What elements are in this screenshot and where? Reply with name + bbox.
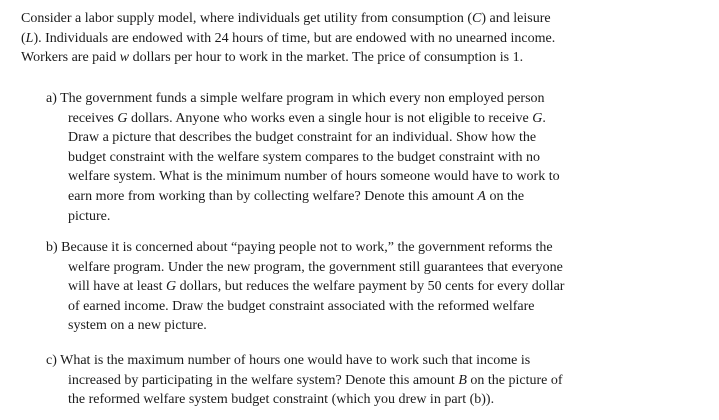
variable-g: G xyxy=(165,279,177,295)
part-a-text: on the xyxy=(485,188,525,204)
intro-text: Workers are paid xyxy=(21,50,120,66)
variable-a: A xyxy=(477,188,486,204)
part-a-text: receives xyxy=(68,110,118,126)
intro-line xyxy=(21,29,711,49)
part-a-line: Draw a picture that describes the budget constraint for an individual. Show how the xyxy=(68,130,537,146)
part-b-line: welfare program. Under the new program, the government still guarantees that everyone xyxy=(68,259,563,275)
part-a-line xyxy=(21,109,560,129)
part-a-text: dollars. Anyone who works even a single hour is not eligible to receive xyxy=(127,110,533,126)
variable-l: L xyxy=(25,30,34,46)
part-a-text: earn more from working than by collecting welfare? Denote this amount xyxy=(68,188,478,204)
part-a-line: a) The government funds a simple welfare program in which every non employed person xyxy=(46,91,545,106)
intro-text: dollars per hour to work in the market. The price of consumption is 1. xyxy=(129,50,524,66)
question-part-a xyxy=(21,89,560,226)
part-a-line: budget constraint with the welfare system compares to the budget constraint with no xyxy=(68,149,540,165)
part-b-text: will have at least xyxy=(68,279,166,295)
variable-g: G xyxy=(117,110,128,126)
variable-b: B xyxy=(458,372,467,388)
problem-document xyxy=(21,9,711,408)
question-part-c xyxy=(21,351,563,410)
part-b-line: system on a new picture. xyxy=(68,318,207,334)
question-part-b xyxy=(21,238,564,336)
part-a-line xyxy=(21,187,560,207)
problem-intro xyxy=(21,9,711,68)
intro-line xyxy=(21,9,711,29)
variable-c: C xyxy=(472,11,482,26)
intro-text: Consider a labor supply model, where individuals get utility from consumption ( xyxy=(21,11,473,26)
part-a-line: welfare system. What is the minimum number of hours someone would have to work to xyxy=(68,169,560,185)
part-c-line: the reformed welfare system budget constraint (which you drew in part (b)). xyxy=(68,392,495,408)
part-a-line: picture. xyxy=(68,208,111,224)
intro-text: ). Individuals are endowed with 24 hours of time, but are endowed with no unearned income. xyxy=(33,30,556,46)
part-c-text: on the picture of xyxy=(466,372,563,388)
part-b-text: dollars, but reduces the welfare payment by 50 cents for every dollar xyxy=(176,279,565,295)
part-b-line: of earned income. Draw the budget constraint associated with the reformed welfare xyxy=(68,298,535,314)
variable-w: w xyxy=(119,50,130,66)
part-c-line xyxy=(21,371,563,391)
variable-g: G xyxy=(532,110,543,126)
part-a-text: . xyxy=(542,110,546,126)
intro-text: ) and leisure xyxy=(481,11,551,26)
part-b-line xyxy=(21,277,564,297)
part-b-line: b) Because it is concerned about “paying people not to work,” the government reforms the xyxy=(46,240,553,255)
part-c-text: increased by participating in the welfare system? Denote this amount xyxy=(68,372,459,388)
intro-line xyxy=(21,48,711,68)
intro-text: ( xyxy=(21,30,26,46)
part-c-line: c) What is the maximum number of hours one would have to work such that income is xyxy=(46,353,531,368)
